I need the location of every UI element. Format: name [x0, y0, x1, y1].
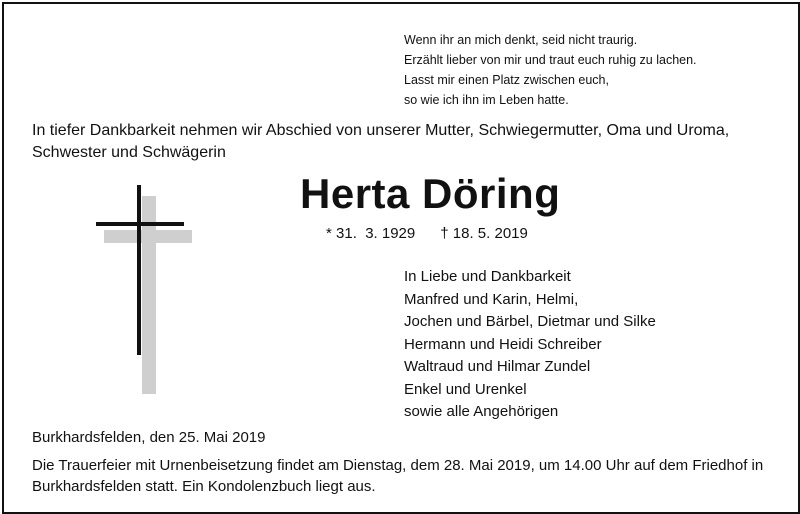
- cross-vertical: [137, 185, 141, 355]
- family-section: [404, 266, 656, 424]
- deceased-name: Herta Döring: [300, 170, 561, 217]
- family-heading: In Liebe und Dankbarkeit: [404, 268, 571, 285]
- cross-horizontal: [96, 222, 184, 226]
- family-member: Hermann und Heidi Schreiber: [404, 335, 602, 353]
- death-date: † 18. 5. 2019: [440, 225, 528, 242]
- poem-line: Lasst mir einen Platz zwischen euch,: [404, 73, 609, 87]
- family-member: sowie alle Angehörigen: [404, 403, 559, 420]
- life-dates: [326, 225, 528, 242]
- family-member: Manfred und Karin, Helmi,: [404, 290, 579, 308]
- intro-text: In tiefer Dankbarkeit nehmen wir Abschied von unserer Mutter, Schwiegermutter, Oma und Uroma, Schwester und Schwägerin: [32, 122, 730, 161]
- cross-shadow-horizontal: [104, 230, 192, 243]
- family-member: Jochen und Bärbel, Dietmar und Silke: [404, 313, 656, 330]
- poem-line: Erzählt lieber von mir und traut euch ruhig zu lachen.: [404, 53, 697, 67]
- birth-date: * 31. 3. 1929: [326, 225, 416, 242]
- cross-icon: [94, 182, 198, 400]
- date-spacer: [415, 225, 440, 242]
- poem: [404, 30, 697, 110]
- obituary-card: [2, 2, 800, 514]
- funeral-notice: Die Trauerfeier mit Urnenbeisetzung findet am Dienstag, dem 28. Mai 2019, um 14.00 Uhr auf dem Friedhof in Burkhardsfelden statt. Ein Kondolenzbuch liegt aus.: [32, 457, 764, 495]
- family-member: Waltraud und Hilmar Zundel: [404, 358, 591, 375]
- place-date: Burkhardsfelden, den 25. Mai 2019: [32, 429, 266, 446]
- poem-line: Wenn ihr an mich denkt, seid nicht traurig.: [404, 33, 638, 47]
- family-member: Enkel und Urenkel: [404, 380, 527, 398]
- poem-line: so wie ich ihn im Leben hatte.: [404, 93, 569, 107]
